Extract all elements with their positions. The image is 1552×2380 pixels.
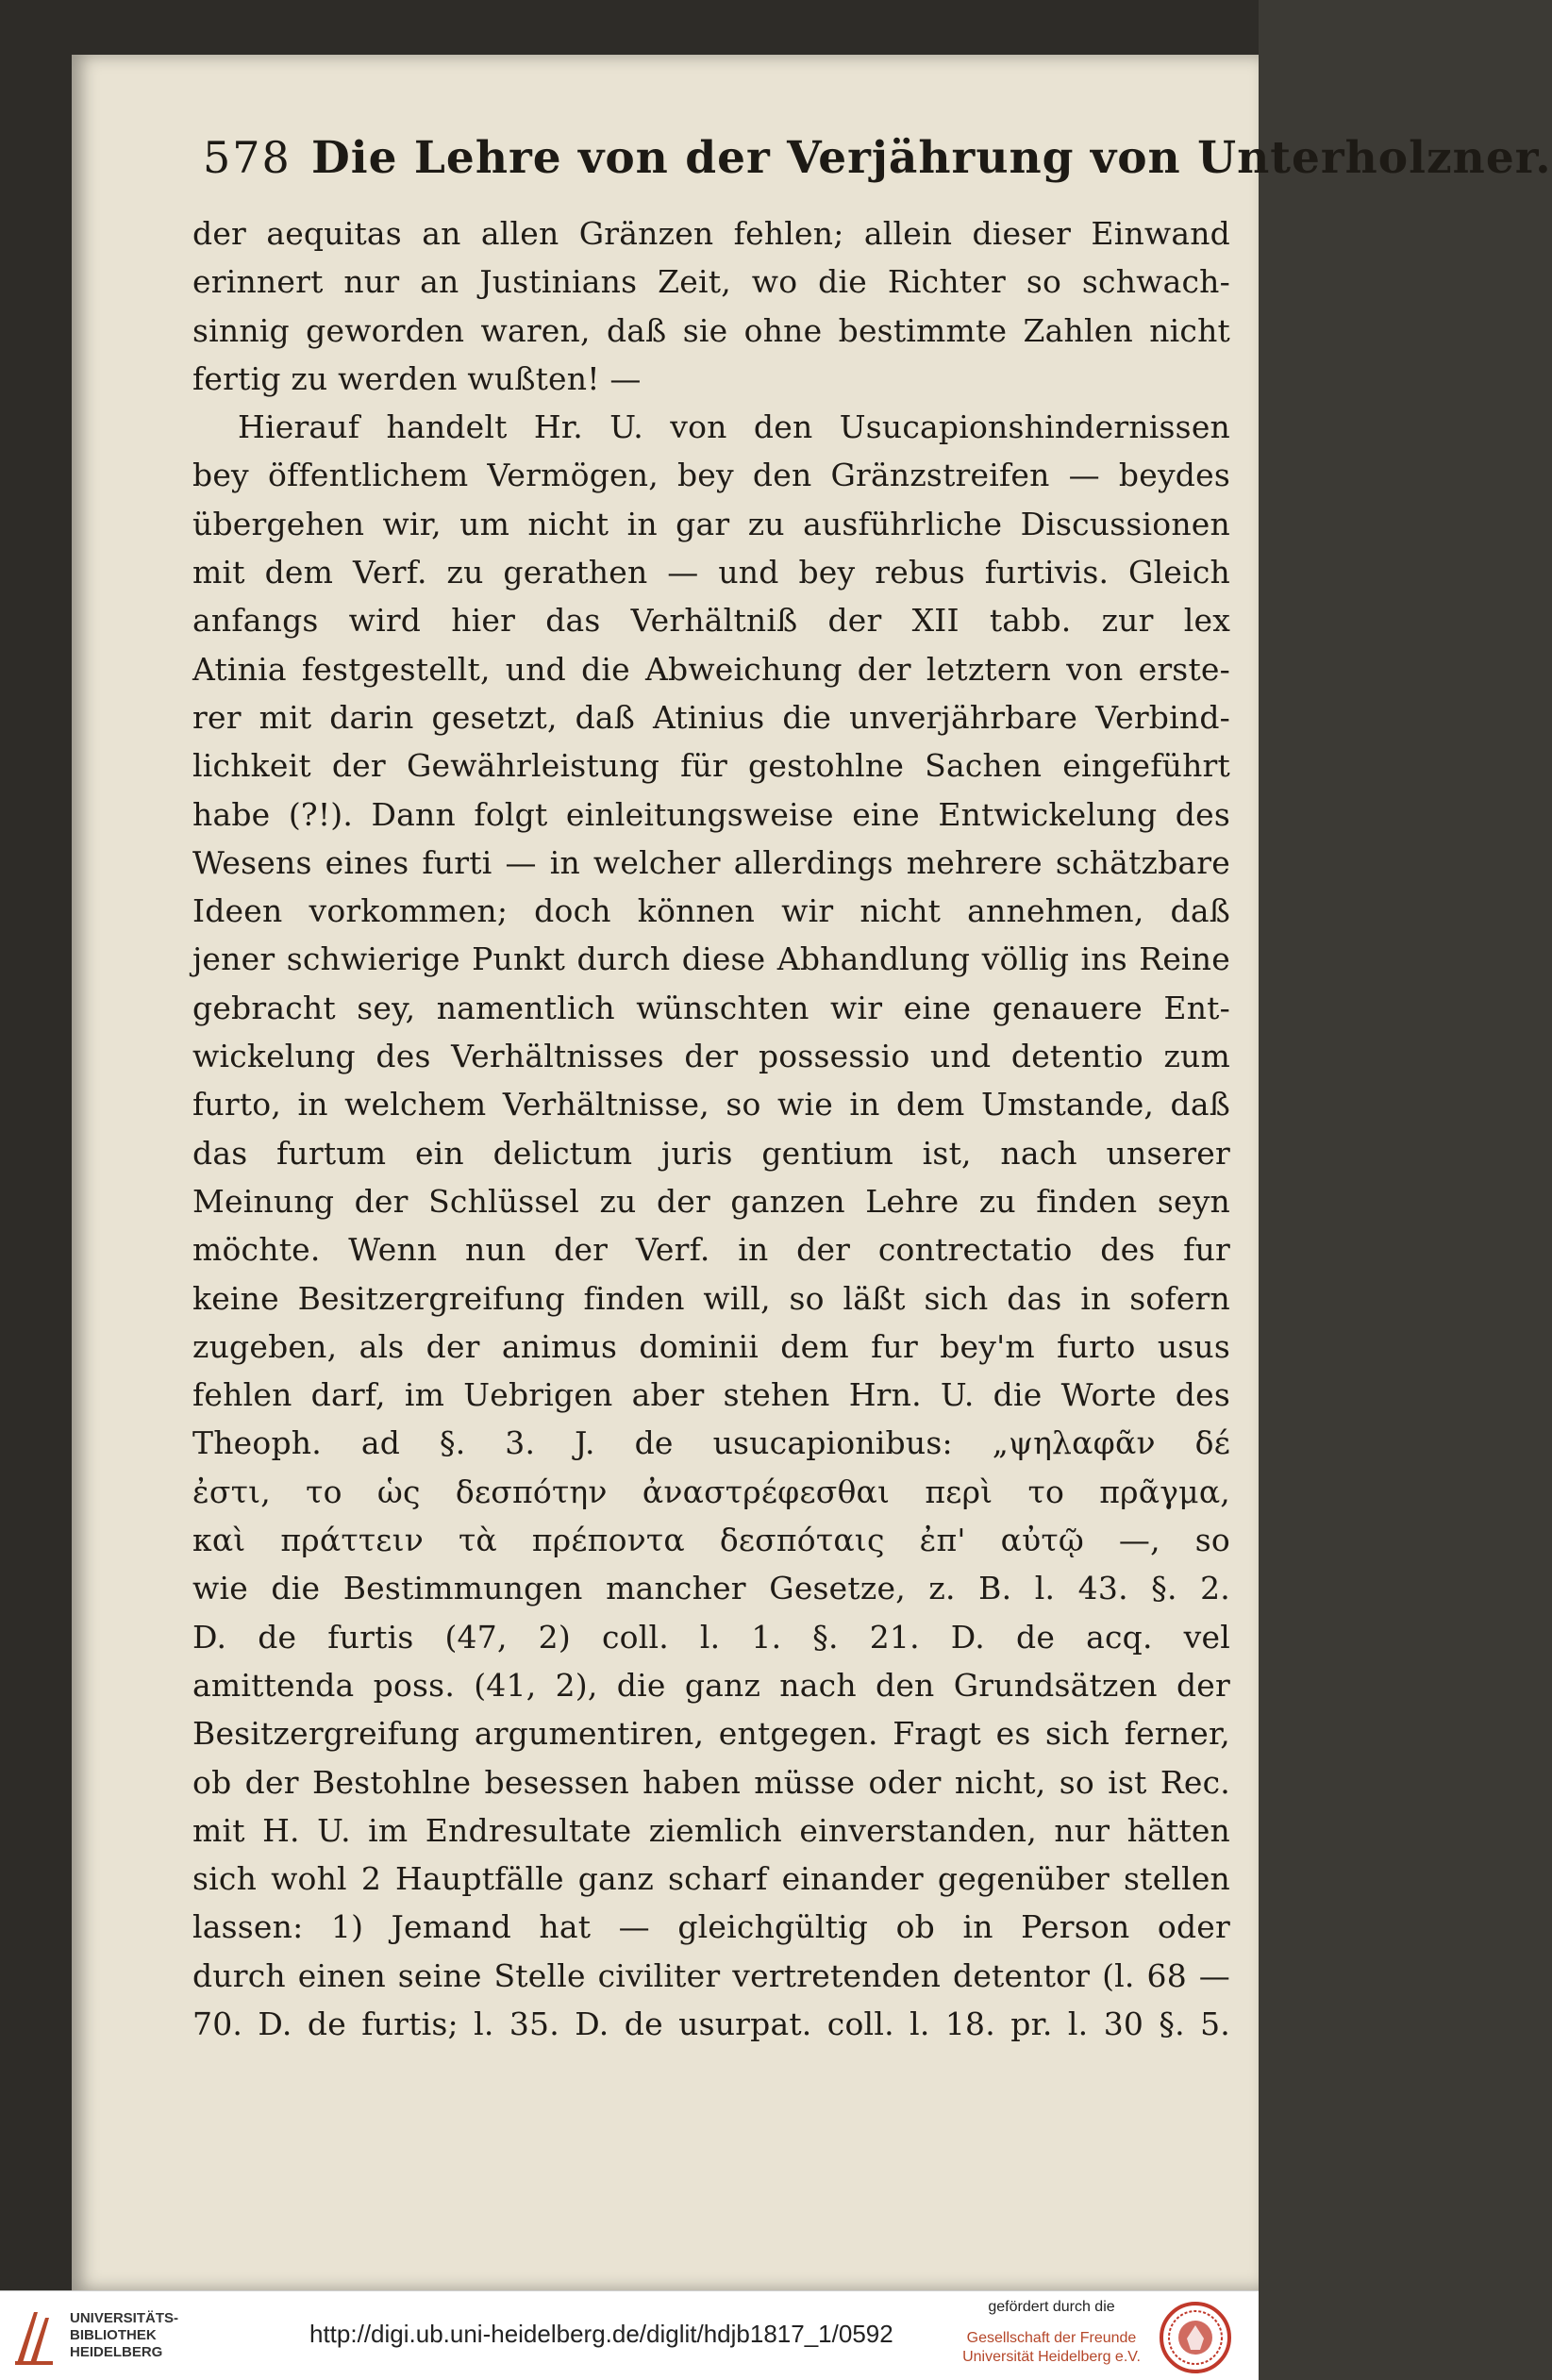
university-library-logo-icon bbox=[13, 2308, 55, 2367]
sponsor-block bbox=[955, 2299, 1148, 2367]
text-line: Ideen vorkommen; doch können wir nicht annehmen, daß bbox=[192, 892, 1230, 930]
text-line: durch einen seine Stelle civiliter vertretenden detentor (l. 68 — bbox=[192, 1956, 1230, 1994]
text-line: fehlen darf, im Uebrigen aber stehen Hrn. U. die Worte des bbox=[192, 1376, 1230, 1414]
page-number: 578 bbox=[203, 132, 292, 183]
text-line: sinnig geworden waren, daß sie ohne bestimmte Zahlen nicht bbox=[192, 311, 1230, 349]
text-line: Wesens eines furti — in welcher allerdings mehrere schätzbare bbox=[192, 843, 1230, 881]
text-line: habe (?!). Dann folgt einleitungsweise eine Entwickelung des bbox=[192, 795, 1230, 833]
text-line: 70. D. de furtis; l. 35. D. de usurpat. coll. l. 18. pr. l. 30 §. 5. bbox=[192, 2005, 1230, 2042]
text-line: sich wohl 2 Hauptfälle ganz scharf einander gegenüber stellen bbox=[192, 1860, 1230, 1898]
sponsor-name: Gesellschaft der Freunde bbox=[966, 2330, 1137, 2346]
text-line: erinnert nur an Justinians Zeit, wo die Richter so schwach- bbox=[192, 263, 1230, 301]
sponsor-intro: gefördert durch die bbox=[988, 2299, 1115, 2315]
text-line: übergehen wir, um nicht in gar zu ausführliche Discussionen bbox=[192, 505, 1230, 542]
library-name-line: UNIVERSITÄTS- bbox=[70, 2310, 179, 2326]
text-line: D. de furtis (47, 2) coll. l. 1. §. 21. D. de acq. vel bbox=[192, 1618, 1230, 1656]
text-line: fertig zu werden wußten! — bbox=[192, 359, 642, 397]
university-seal-icon bbox=[1159, 2301, 1232, 2374]
text-line: bey öffentlichem Vermögen, bey den Gränzstreifen — beydes bbox=[192, 457, 1230, 494]
text-line: furto, in welchem Verhältnisse, so wie in dem Umstande, daß bbox=[192, 1086, 1230, 1123]
permalink-url[interactable]: http://digi.ub.uni-heidelberg.de/diglit/hdjb1817_1/0592 bbox=[309, 2320, 893, 2348]
body-text bbox=[192, 209, 1230, 2048]
text-line: mit H. U. im Endresultate ziemlich einverstanden, nur hätten bbox=[192, 1811, 1230, 1849]
library-name bbox=[70, 2310, 178, 2361]
text-line: Theoph. ad §. 3. J. de usucapionibus: „ψηλαφᾶν δέ bbox=[192, 1424, 1230, 1462]
text-line: wie die Bestimmungen mancher Gesetze, z. B. l. 43. §. 2. bbox=[192, 1570, 1230, 1607]
text-line: gebracht sey, namentlich wünschten wir eine genauere Ent- bbox=[192, 989, 1230, 1026]
text-line: jener schwierige Punkt durch diese Abhandlung völlig ins Reine bbox=[192, 940, 1230, 978]
text-line: mit dem Verf. zu gerathen — und bey rebus furtivis. Gleich bbox=[192, 554, 1230, 591]
text-line: rer mit darin gesetzt, daß Atinius die unverjährbare Verbind- bbox=[192, 698, 1230, 736]
page-header bbox=[203, 132, 1552, 198]
footer-bar bbox=[0, 2290, 1259, 2380]
library-name-line: HEIDELBERG bbox=[70, 2344, 163, 2360]
text-line: wickelung des Verhältnisses der possessio und detentio zum bbox=[192, 1038, 1230, 1075]
text-line: Meinung der Schlüssel zu der ganzen Lehre zu finden seyn bbox=[192, 1182, 1230, 1220]
text-line: Besitzergreifung argumentiren, entgegen. Fragt es sich ferner, bbox=[192, 1715, 1230, 1753]
text-line: καὶ πράττειν τὰ πρέποντα δεσπόταις ἐπ' αὐτῷ —, so bbox=[192, 1522, 1230, 1559]
running-title: Die Lehre von der Verjährung von Unterholzner. bbox=[311, 132, 1552, 184]
library-name-line: BIBLIOTHEK bbox=[70, 2327, 157, 2343]
text-line: lassen: 1) Jemand hat — gleichgültig ob in Person oder bbox=[192, 1908, 1230, 1946]
text-line: Atinia festgestellt, und die Abweichung der letztern von erste- bbox=[192, 650, 1230, 688]
text-line: das furtum ein delictum juris gentium ist, nach unserer bbox=[192, 1134, 1230, 1172]
text-line: lichkeit der Gewährleistung für gestohlne Sachen eingeführt bbox=[192, 747, 1230, 785]
text-line: möchte. Wenn nun der Verf. in der contrectatio des fur bbox=[192, 1231, 1230, 1269]
text-line: Hierauf handelt Hr. U. von den Usucapionshindernissen bbox=[238, 408, 1230, 446]
text-line: ob der Bestohlne besessen haben müsse oder nicht, so ist Rec. bbox=[192, 1763, 1230, 1801]
text-line: ἐστι, το ὡς δεσπότην ἀναστρέφεσθαι περὶ το πρᾶγμα, bbox=[192, 1473, 1230, 1510]
text-line: keine Besitzergreifung finden will, so läßt sich das in sofern bbox=[192, 1279, 1230, 1317]
sponsor-name: Universität Heidelberg e.V. bbox=[962, 2349, 1141, 2365]
text-line: amittenda poss. (41, 2), die ganz nach den Grundsätzen der bbox=[192, 1666, 1230, 1704]
text-line: anfangs wird hier das Verhältniß der XII tabb. zur lex bbox=[192, 602, 1230, 640]
text-line: der aequitas an allen Gränzen fehlen; allein dieser Einwand bbox=[192, 215, 1230, 252]
text-line: zugeben, als der animus dominii dem fur bey'm furto usus bbox=[192, 1327, 1230, 1365]
